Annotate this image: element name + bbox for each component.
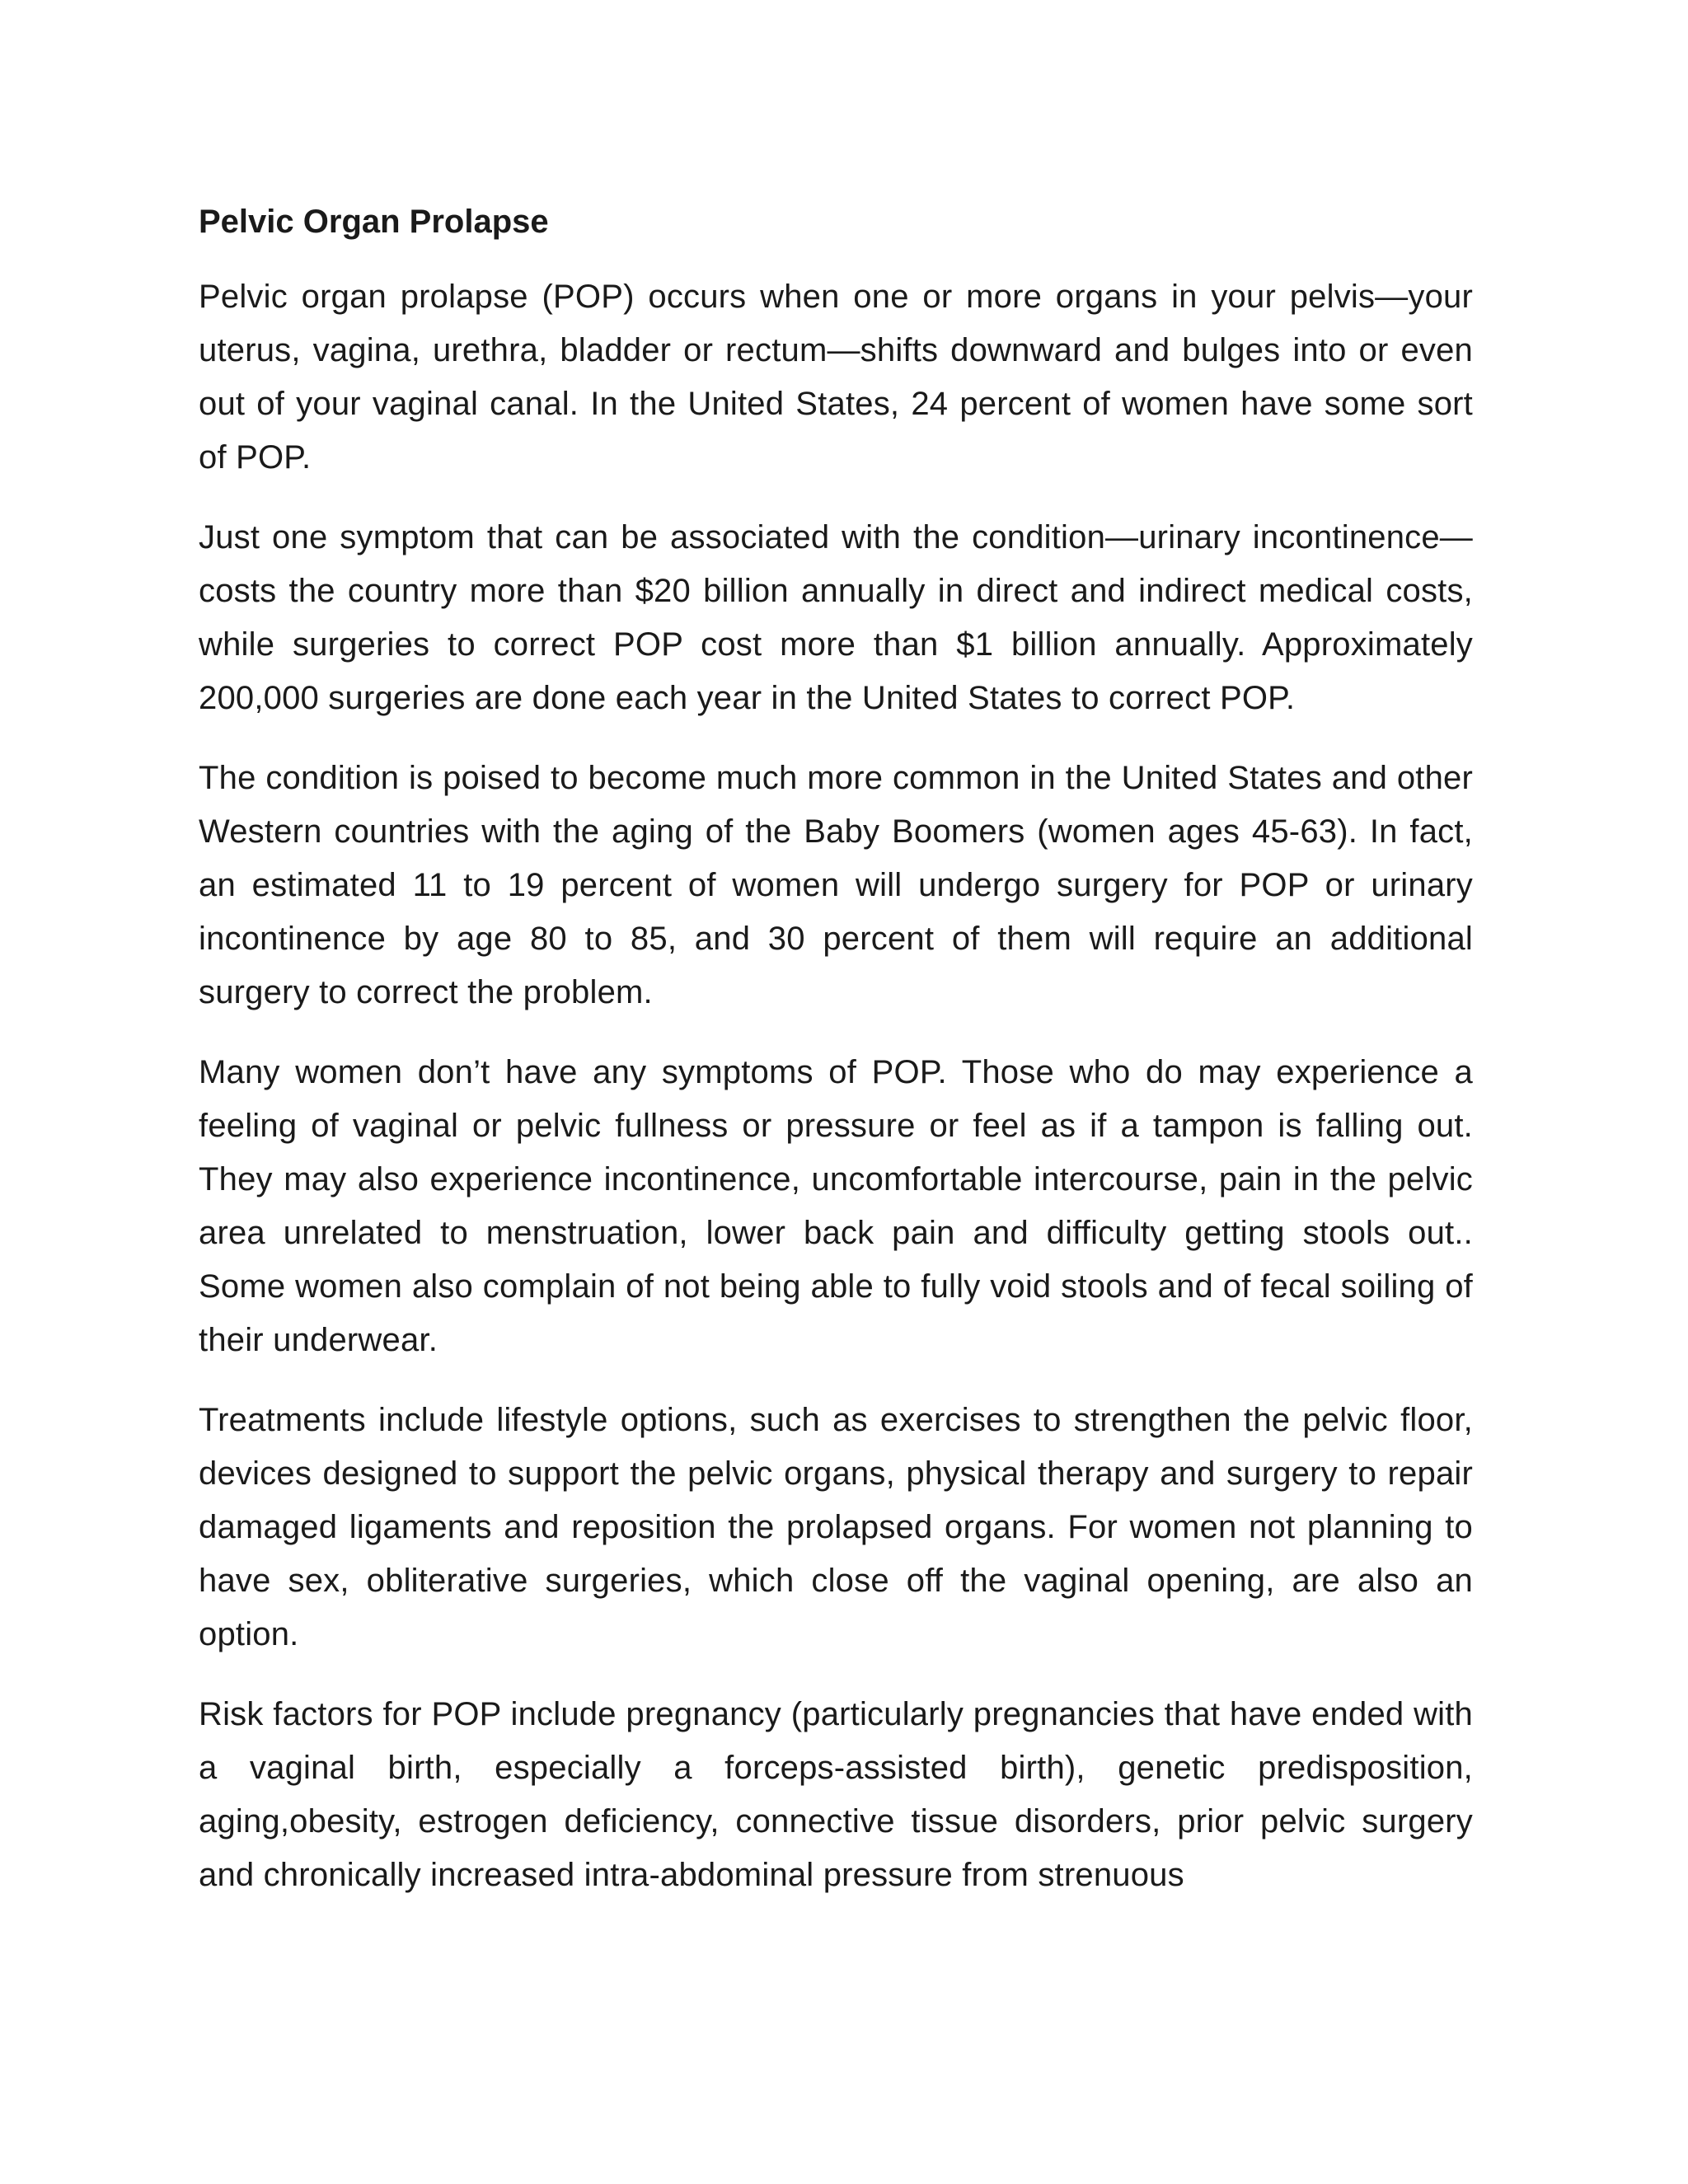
paragraph-symptoms: Many women don’t have any symptoms of POP. Those who do may experience a feeling of vaginal or pelvic fullness or pressure or feel as if a tampon is falling out. They may also experience incontinence, uncomfortable intercourse, pain in the pelvic area unrelated to menstruation, lower back pain and difficulty getting stools out.. Some women also complain of not being able to fully void stools and of fecal soiling of their underwear. [199, 1054, 1473, 1358]
paragraph-risk-factors: Risk factors for POP include pregnancy (particularly pregnancies that have ended with a vaginal birth, especially a forceps-assisted birth), genetic predisposition, aging,obesity, estrogen deficiency, connective tissue disorders, prior pelvic surgery and chronically increased intra-abdominal pressure from strenuous [199, 1696, 1473, 1893]
paragraph-definition: Pelvic organ prolapse (POP) occurs when one or more organs in your pelvis—your uterus, vagina, urethra, bladder or rectum—shifts downward and bulges into or even out of your vaginal canal. In the United States, 24 percent of women have some sort of POP. [199, 279, 1473, 476]
document-title: Pelvic Organ Prolapse [199, 204, 549, 240]
paragraph-treatments: Treatments include lifestyle options, such as exercises to strengthen the pelvic floor, devices designed to support the pelvic organs, physical therapy and surgery to repair damaged ligaments and reposition the prolapsed organs. For women not planning to have sex, obliterative surgeries, which close off the vaginal opening, are also an option. [199, 1402, 1473, 1652]
paragraph-prevalence: The condition is poised to become much more common in the United States and other Western countries with the aging of the Baby Boomers (women ages 45-63). In fact, an estimated 11 to 19 percent of women will undergo surgery for POP or urinary incontinence by age 80 to 85, and 30 percent of them will require an additional surgery to correct the problem. [199, 760, 1473, 1010]
document-body [199, 194, 1473, 1929]
paragraph-costs: Just one symptom that can be associated with the condition—urinary incontinence—costs the country more than $20 billion annually in direct and indirect medical costs, while surgeries to correct POP cost more than $1 billion annually. Approximately 200,000 surgeries are done each year in the United States to correct POP. [199, 519, 1473, 716]
